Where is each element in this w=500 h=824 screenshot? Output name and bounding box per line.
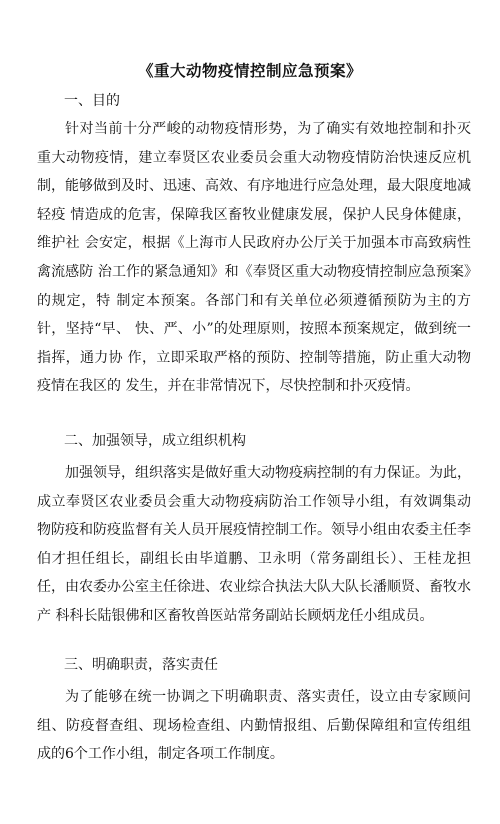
section-paragraph-leadership: 加强领导，组织落实是做好重大动物疫病控制的有力保证。为此， 成立奉贤区农业委员会重大动物疫病防治工作领导小组，有效调集动 物防疫和防疫监督有关人员开展疫情控制工作。领导小组由农委主任李 伯才担任组长，副组长由毕道鹏、卫永明（常务副组长）、王桂龙担任，由农委办公室主任徐进、农业综合执法大队大队长潘顺贤、畜牧水产 科科长陆银佛和区畜牧兽医站常务副站长顾炳龙任小组成员。 — [37, 465, 471, 624]
section-heading-responsibilities: 三、明确职责，落实责任 — [64, 657, 218, 673]
section-heading-leadership: 二、加强领导，成立组织机构 — [64, 433, 246, 449]
document-title: 《重大动物疫情控制应急预案》 — [137, 62, 362, 80]
section-paragraph-responsibilities: 为了能够在统一协调之下明确职责、落实责任，设立由专家顾问组、防疫督查组、现场检查组、内勤情报组、后勤保障组和宣传组组 成的6个工作小组，制定各项工作制度。 — [37, 689, 471, 763]
section-paragraph-purpose: 针对当前十分严峻的动物疫情形势，为了确实有效地控制和扑灭 重大动物疫情，建立奉贤区农业委员会重大动物疫情防治快速反应机制，能够做到及时、迅速、高效、有序地进行应急处理，最大限度地减轻疫 情造成的危害，保障我区畜牧业健康发展，保护人民身体健康，维护社 会安定，根据《上海市人民政府办公厅关于加强本市高致病性禽流感防 治工作的紧急通知》和《奉贤区重大动物疫情控制应急预案》的规定，特 制定本预案。各部门和有关单位必须遵循预防为主的方针，坚持“早、 快、严、小”的处理原则，按照本预案规定，做到统一指挥，通力协 作，立即采取严格的预防、控制等措施，防止重大动物疫情在我区的 发生，并在非常情况下，尽快控制和扑灭疫情。 — [37, 121, 471, 395]
section-heading-purpose: 一、目的 — [64, 93, 120, 109]
